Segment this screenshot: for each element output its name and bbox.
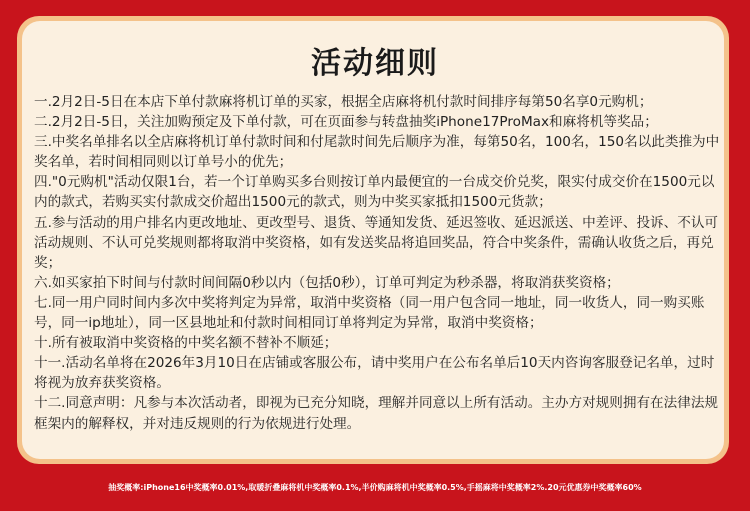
rule-item-12: 十二.同意声明：凡参与本次活动者，即视为已充分知晓，理解并同意以上所有活动。主办方对规则拥有在法律法规框架内的解释权，并对违反规则的行为依规进行处理。 <box>34 395 719 432</box>
rule-item-4: 四."0元购机"活动仅限1台，若一个订单购买多台则按订单内最便宜的一台成交价兑奖，限实付成交价在1500元以内的款式，若购买实付款成交价超出1500元的款式，则为中奖买家抵扣1500元货款； <box>34 174 715 211</box>
rules-list <box>34 92 720 434</box>
page-title: 活动细则 <box>311 46 439 81</box>
rule-item-6: 六.如买家拍下时间与付款时间间隔0秒以内（包括0秒），订单可判定为秒杀器，将取消获奖资格； <box>34 274 620 291</box>
rule-item-3: 三.中奖名单排名以全店麻将机订单付款时间和付尾款时间先后顺序为准，每第50名，100名，150名以此类推为中奖名单，若时间相同则以订单号小的优先； <box>34 134 720 171</box>
rule-item-1: 一.2月2日-5日在本店下单付款麻将机订单的买家，根据全店麻将机付款时间排序每第50名享0元购机； <box>34 94 653 110</box>
rule-item-11: 十一.活动名单将在2026年3月10日在店铺或客服公布，请中奖用户在公布名单后10天内咨询客服登记名单，过时将视为放弃获奖资格。 <box>34 355 715 392</box>
rule-item-2: 二.2月2日-5日，关注加购预定及下单付款，可在页面参与转盘抽奖iPhone17ProMax和麻将机等奖品； <box>34 114 658 131</box>
probability-footer: 抽奖概率:iPhone16中奖概率0.01%,取暖折叠麻将机中奖概率0.1%,半价购麻将机中奖概率0.5%,手摇麻将中奖概率2%.20元优惠券中奖概率60% <box>108 483 642 492</box>
rule-item-7: 七.同一用户同时间内多次中奖将判定为异常，取消中奖资格（同一用户包含同一地址，同一收货人，同一购买账号，同一ip地址），同一区县地址和付款时间相同订单将判定为异常，取消中奖资格； <box>34 294 705 332</box>
rule-item-5: 五.参与活动的用户排名内更改地址、更改型号、退货、等通知发货、延迟签收、延迟派送、中差评、投诉、不认可活动规则、不认可兑奖规则都将取消中奖资格，如有发送奖品将追回奖品，符合中奖条件，需确认收货之后，再兑奖； <box>34 214 719 271</box>
rule-item-10: 十.所有被取消中奖资格的中奖名额不替补不顺延； <box>34 335 338 352</box>
